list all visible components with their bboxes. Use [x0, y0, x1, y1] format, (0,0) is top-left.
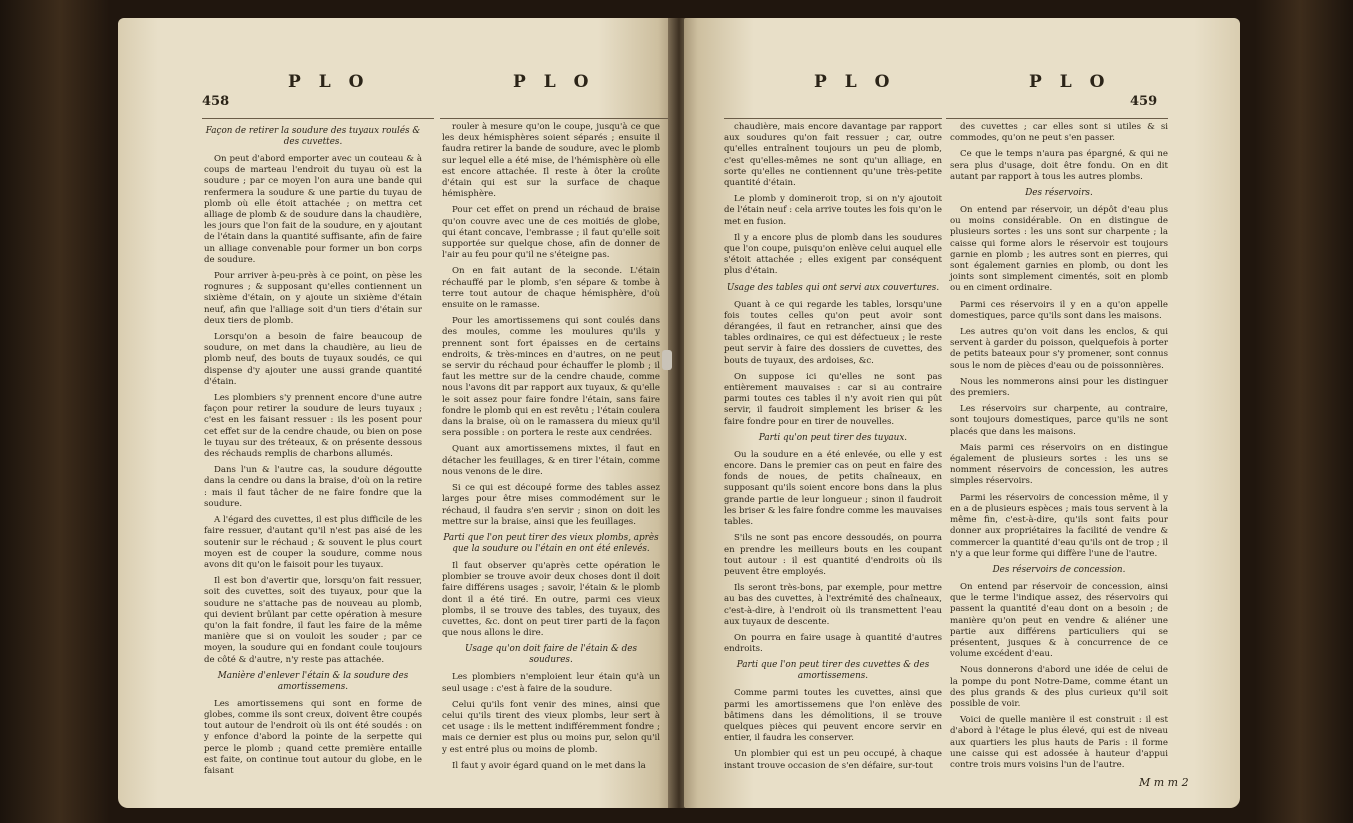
page-number: 458 — [202, 94, 230, 109]
paragraph: Dans l'un & l'autre cas, la soudure dégoutte dans la cendre ou dans la braise, d'où on la retire : mais il faut tâcher de ne faire fondre que la soudure. — [204, 465, 422, 509]
paragraph: Celui qu'ils font venir des mines, ainsi que celui qu'ils tirent des vieux plombs, leur sert à cet usage : ils le mettent indifféremment fondre ; mais ce dernier est plus ou moins pur, selon qu'il y est entré plus ou moins de plomb. — [442, 699, 660, 755]
paragraph: Comme parmi toutes les cuvettes, ainsi que parmi les amortissemens que l'on enlève des bâtimens dans les démolitions, il se trouve quelques pièces qui peuvent encore servir en entier, il faudra les conserver. — [724, 688, 942, 744]
paragraph: Parmi les réservoirs de concession même, il y en a de plusieurs espèces ; mais tous servent à la même fin, c'est-à-dire, qu'ils sont faits pour donner aux propriétaires la facilité de vendre & commercer la quantité d'eau qu'ils ont de trop ; il n'y a que leur forme qui diffère l'une de l'autre. — [950, 492, 1168, 559]
paragraph: Parmi ces réservoirs il y en a qu'on appelle domestiques, parce qu'ils sont dans les maisons. — [950, 299, 1168, 321]
signature-mark: M m m 2 — [1139, 776, 1189, 789]
text-column-right — [442, 122, 660, 777]
paragraph: Il est bon d'avertir que, lorsqu'on fait ressuer, soit des cuvettes, soit des tuyaux, pour que la soudure ne s'attache pas de nouveau au plomb, qui devient brûlant par cette opération à mesure qu'on la fait fondre, il faut les faire de la même manière que si on vouloit les souder ; par ce moyen, la soudure qui en fondant coule toujours de côté & d'autre, n'y reste pas attachée. — [204, 576, 422, 665]
paragraph: Nous donnerons d'abord une idée de celui de la pompe du pont Notre-Dame, comme étant un des plus grands & des plus curieux qu'il soit possible de voir. — [950, 665, 1168, 709]
section-heading: Des réservoirs. — [1025, 188, 1093, 199]
bookmark-tab — [662, 350, 672, 370]
paragraph: des cuvettes ; car elles sont si utiles & si commodes, qu'on ne peut s'en passer. — [950, 122, 1168, 144]
paragraph: On en fait autant de la seconde. L'étain réchauffé par le plomb, s'en sépare & tombe à terre tout autour de chaque hémisphère, d'où ensuite on le ramasse. — [442, 266, 660, 311]
paragraph: Pour cet effet on prend un réchaud de braise qu'on couvre avec une de ces moitiés de globe, qui étant concave, l'embrasse ; il faut qu'elle soit supportée sur quelque chose, afin de donner de l'air au feu pour qu'il ne s'éteigne pas. — [442, 205, 660, 261]
left-page — [118, 18, 674, 808]
page-number: 459 — [1130, 94, 1158, 109]
section-heading: Des réservoirs de concession. — [992, 564, 1126, 575]
paragraph: Il faut observer qu'après cette opération le plombier se trouve avoir deux choses dont il doit faire différens usages ; savoir, l'étain & le plomb dont il a été tiré. En outre, parmi ces vieux plombs, il se trouve des tables, des tuyaux, des cuvettes, &c. dont on peut tirer parti de la façon que nous allons le dire. — [442, 560, 660, 639]
text-column-right — [950, 122, 1168, 776]
header-rule — [440, 118, 670, 119]
paragraph: Les autres qu'on voit dans les enclos, & qui servent à garder du poisson, quelquefois à porter de petits bateaux pour s'y promener, sont connus sous le nom de pièces d'eau ou de poissonnières. — [950, 327, 1168, 371]
paragraph: Les plombiers n'emploient leur étain qu'à un seul usage : c'est à faire de la soudure. — [442, 672, 660, 694]
section-heading: Usage des tables qui ont servi aux couvertures. — [726, 282, 940, 293]
paragraph: Quant à ce qui regarde les tables, lorsqu'une fois toutes celles qu'on peut avoir sont dérangées, il faut en retrancher, ainsi que des tables ordinaires, ce qui est défectueux ; le reste peut servir à faire des dossiers de cuvettes, des bouts de tuyaux, des ardoises, &c. — [724, 299, 942, 366]
paragraph: On peut d'abord emporter avec un couteau & à coups de marteau l'endroit du tuyau où est la soudure ; par ce moyen l'on aura une bande qui renfermera la soudure & une partie du tuyau de plomb où elle étoit attachée ; on mettra cet alliage de plomb & de soudure dans la chaudière, les jours que l'on fait de la soudure, en y ajoutant de l'étain dans la quantité suffisante, afin de faire un alliage convenable pour former un bon corps de soudure. — [204, 154, 422, 265]
paragraph: Les plombiers s'y prennent encore d'une autre façon pour retirer la soudure de leurs tuyaux ; c'est en les faisant ressuer : ils les posent pour cet effet sur de la cendre chaude, ou bien on pose le tuyau sur des tréteaux, & on présente dessous des réchauds remplis de charbons allumés. — [204, 393, 422, 460]
right-page — [684, 18, 1240, 808]
paragraph: On entend par réservoir de concession, ainsi que le terme l'indique assez, des réservoirs qui passent la quantité d'eau dont on a besoin ; de manière qu'on peut en vendre & aliéner une partie aux différens particuliers qui se présentent, jusques & à concurrence de ce volume excédent d'eau. — [950, 581, 1168, 660]
section-heading: Façon de retirer la soudure des tuyaux roulés & des cuvettes. — [205, 126, 421, 147]
header-rule — [724, 118, 942, 119]
paragraph: Il faut y avoir égard quand on le met dans la — [452, 760, 646, 771]
paragraph: Lorsqu'on a besoin de faire beaucoup de soudure, on met dans la chaudière, au lieu de plomb neuf, des bouts de tuyaux soudés, ce qui dispense d'y ajouter une aussi grande quantité d'étain. — [204, 332, 422, 387]
running-head: P L O — [814, 72, 896, 92]
paragraph: S'ils ne sont pas encore dessoudés, on pourra en prendre les meilleurs bouts en les coupant tout autour : il est quantité d'endroits où ils peuvent être employés. — [724, 533, 942, 577]
running-head: P L O — [1029, 72, 1111, 92]
section-heading: Manière d'enlever l'étain & la soudure des amortissemens. — [217, 670, 409, 692]
running-head: P L O — [513, 72, 595, 92]
paragraph: Nous les nommerons ainsi pour les distinguer des premiers. — [950, 376, 1168, 399]
paragraph: Ce que le temps n'aura pas épargné, & qui ne sera plus d'usage, doit être fondu. On en dit autant par rapport à tous les autres plombs. — [950, 149, 1168, 182]
paragraph: Voici de quelle manière il est construit : il est d'abord à l'étage le plus élevé, qui est de niveau aux quartiers les plus hauts de Paris : il forme une caisse qui est adossée à hauteur d'appui contre trois murs voisins l'un de l'autre. — [950, 715, 1168, 770]
paragraph: chaudière, mais encore davantage par rapport aux soudures qu'on fait ressuer ; car, outre qu'elles entraînent toujours un peu de plomb, c'est qu'elles-mêmes ne sont qu'un alliage, en sorte qu'elles ne contiennent qu'une très-petite quantité d'étain. — [724, 122, 942, 189]
section-heading: Parti qu'on peut tirer des tuyaux. — [758, 432, 908, 443]
paragraph: Pour arriver à-peu-près à ce point, on pèse les rognures ; & supposant qu'elles contiennent un sixième d'étain, on y ajoute un sixième d'étain neuf, afin que l'alliage soit d'un tiers d'étain sur deux tiers de plomb. — [204, 271, 422, 326]
header-rule — [202, 118, 434, 119]
paragraph: Les réservoirs sur charpente, au contraire, sont toujours domestiques, parce qu'ils ne sont placés que dans les maisons. — [950, 404, 1168, 437]
paragraph: Mais parmi ces réservoirs on en distingue également de plusieurs sortes : les uns se nomment réservoirs de concession, les autres simples réservoirs. — [950, 442, 1168, 487]
section-heading: Usage qu'on doit faire de l'étain & des soudures. — [465, 644, 637, 666]
paragraph: A l'égard des cuvettes, il est plus difficile de les faire ressuer, d'autant qu'il n'est pas aisé de les soutenir sur le réchaud ; & souvent le plus court moyen est de couper la soudure, comme nous avons dit qu'on le faisoit pour les tuyaux. — [204, 515, 422, 570]
paragraph: On suppose ici qu'elles ne sont pas entièrement mauvaises : car si au contraire parmi toutes ces tables il n'y avoit rien qui pût servir, il faudroit simplement les briser & les faire fondre pour en tirer de nouvelles. — [724, 371, 942, 427]
paragraph: Le plomb y domineroit trop, si on n'y ajoutoit de l'étain neuf : cela arrive toutes les fois qu'on le met en fusion. — [724, 194, 942, 227]
paragraph: Si ce qui est découpé forme des tables assez larges pour être mises commodément sur le réchaud, il faudra s'en servir ; sinon on doit les mettre sur la braise, ainsi que les feuillages. — [442, 483, 660, 527]
text-column-left — [204, 122, 422, 782]
paragraph: rouler à mesure qu'on le coupe, jusqu'à ce que les deux hémisphères soient séparés ; ensuite il faudra retirer la bande de soudure, avec le plomb sur lequel elle a été mise, de l'hémisphère où elle est encore attachée. Il reste à ôter la croûte d'étain qui est sur la surface de chaque hémisphère. — [442, 122, 660, 200]
section-heading: Parti que l'on peut tirer des vieux plombs, après que la soudure ou l'étain en ont été enlevés. — [443, 532, 659, 554]
paragraph: Un plombier qui est un peu occupé, à chaque instant trouve occasion de s'en défaire, sur-tout — [724, 749, 942, 771]
paragraph: Pour les amortissemens qui sont coulés dans des moules, comme les moulures qu'ils y prennent sont fort épaisses en de certains endroits, & très-minces en d'autres, on ne peut se servir du réchaud pour échauffer le plomb ; il faut les mettre sur de la cendre chaude, comme nous l'avons dit par rapport aux tuyaux, & qu'elle le soit assez pour faire fondre l'étain, sans faire fondre le plomb qui en est revêtu ; l'étain coulera dans la braise, où on le ramassera du mieux qu'il sera possible : on portera le reste aux cendrées. — [442, 316, 660, 439]
running-head: P L O — [288, 72, 370, 92]
header-rule — [946, 118, 1168, 119]
paragraph: Ils seront très-bons, par exemple, pour mettre au bas des cuvettes, à l'extrémité des chaîneaux, c'est-à-dire, à l'endroit où ils transmettent l'eau aux tuyaux de descente. — [724, 583, 942, 627]
section-heading: Parti que l'on peut tirer des cuvettes & des amortissemens. — [736, 660, 930, 682]
paragraph: Ou la soudure en a été enlevée, ou elle y est encore. Dans le premier cas on peut en faire des fonds de noues, de petits chaîneaux, en supposant qu'ils soient encore bons dans la plus grande partie de leur longueur ; sinon il faudroit les briser & les faire fondre comme les mauvaises tables. — [724, 449, 942, 528]
paragraph: Il y a encore plus de plomb dans les soudures que l'on coupe, puisqu'on enlève celui auquel elle s'étoit attachée ; elles exigent par conséquent plus d'étain. — [724, 232, 942, 277]
text-column-left — [724, 122, 942, 777]
paragraph: Les amortissemens qui sont en forme de globes, comme ils sont creux, doivent être coupés tout autour de l'endroit où ils ont été soudés : on y enfonce d'abord la pointe de la serpette qui perce le plomb ; quand cette première entaille est faite, on continue tout autour du globe, en le faisant — [204, 698, 422, 776]
paragraph: On entend par réservoir, un dépôt d'eau plus ou moins considérable. On en distingue de plusieurs sortes : les uns sont sur charpente ; la caisse qui forme alors le réservoir est toujours garnie en plomb ; les autres sont en pierres, qui sont également garnies en plomb, ou dont les joints sont simplement cimentés, soit en plomb ou en ciment ordinaire. — [950, 205, 1168, 294]
paragraph: On pourra en faire usage à quantité d'autres endroits. — [724, 632, 942, 655]
paragraph: Quant aux amortissemens mixtes, il faut en détacher les feuillages, & en tirer l'étain, comme nous venons de le dire. — [442, 444, 660, 477]
